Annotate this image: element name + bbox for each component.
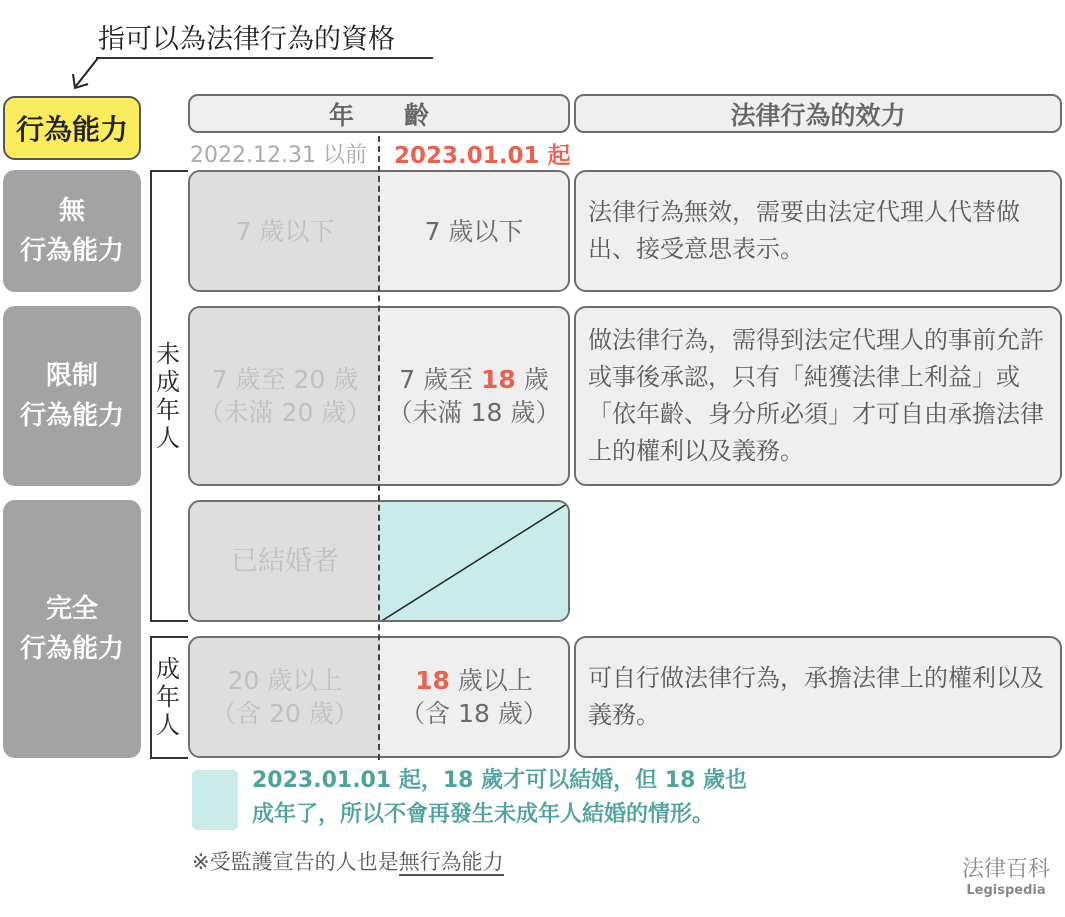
row-limited-new [380, 308, 568, 484]
row-full-new [380, 638, 568, 756]
row-full-new-num: 18 [415, 666, 450, 695]
category-no-capacity-line1: 無 [58, 196, 85, 226]
annotation-text: 指可以為法律行為的資格 [98, 24, 395, 55]
legend-line2: 成年了，所以不會再發生未成年人結婚的情形。 [252, 802, 715, 827]
legend-line1: 2023.01.01 起，18 歲才可以結婚，但 18 歲也 [252, 768, 748, 793]
footnote [192, 846, 504, 876]
row-limited-new-num: 18 [481, 365, 516, 394]
row-limited-new-line2: （未滿 18 歲） [387, 398, 561, 427]
row-full-old [190, 638, 380, 756]
header-age [188, 94, 570, 133]
row-none-new-text: 7 歲以下 [424, 216, 524, 246]
row-full-old-line1: 20 歲以上 [227, 666, 343, 695]
row-married-old-text: 已結婚者 [231, 545, 339, 577]
row-limited-new-pre: 7 歲至 [399, 365, 482, 394]
date-old-label: 2022.12.31 以前 [190, 143, 367, 168]
brand-sub: Legispedia [966, 883, 1046, 898]
row-married-old [190, 502, 380, 620]
group-adult-label [153, 655, 183, 739]
group-adult-char-1: 成 [156, 655, 180, 683]
row-limited-old-line2: （未滿 20 歲） [198, 398, 372, 427]
footnote-underlined: 無行為能力 [398, 850, 504, 874]
header-effect [574, 94, 1062, 133]
capacity-badge-label: 行為能力 [15, 113, 128, 146]
row-full-new-post: 歲以上 [449, 666, 533, 695]
row-full-effect [574, 636, 1062, 758]
category-limited-capacity [3, 306, 141, 486]
legend-text [252, 764, 747, 832]
group-minor-char-3: 年 [156, 396, 180, 424]
group-adult-char-2: 年 [156, 683, 180, 711]
brand-name: 法律百科 [961, 857, 1050, 882]
row-none-old [190, 172, 380, 290]
row-none-effect-text: 法律行為無效，需要由法定代理人代替做出、接受意思表示。 [588, 198, 1020, 263]
annotation-underline [96, 57, 433, 59]
category-full-capacity [3, 500, 141, 758]
row-full-new-line1 [415, 664, 533, 697]
category-full-capacity-line1: 完全 [45, 594, 98, 624]
header-age-label: 年 齡 [328, 100, 429, 130]
brand-logo [952, 852, 1060, 898]
category-full-capacity-line2: 行為能力 [19, 634, 124, 664]
row-limited-effect [574, 306, 1062, 486]
category-no-capacity-line2: 行為能力 [19, 236, 124, 266]
group-minor-char-4: 人 [156, 424, 180, 452]
row-limited-new-line1 [399, 363, 549, 396]
group-minor-char-1: 未 [156, 340, 180, 368]
footnote-prefix: ※受監護宣告的人也是 [192, 850, 399, 874]
category-limited-capacity-line2: 行為能力 [19, 401, 124, 431]
row-limited-old [190, 308, 380, 484]
category-limited-capacity-line1: 限制 [45, 361, 98, 391]
row-none-effect [574, 170, 1062, 292]
row-full-new-line2: （含 18 歲） [400, 699, 548, 728]
annotation-arrow [64, 54, 104, 94]
row-limited-old-line1: 7 歲至 20 歲 [211, 365, 359, 394]
row-none-new [380, 172, 568, 290]
date-divider [378, 136, 380, 760]
group-minor-char-2: 成 [156, 368, 180, 396]
row-none-old-text: 7 歲以下 [235, 216, 335, 246]
row-full-effect-text: 可自行做法律行為，承擔法律上的權利以及義務。 [588, 664, 1044, 729]
row-limited-new-post: 歲 [515, 365, 549, 394]
category-no-capacity [3, 170, 141, 292]
group-minor-label [153, 340, 183, 452]
legend-swatch [192, 770, 238, 830]
header-effect-label: 法律行為的效力 [730, 100, 906, 130]
date-new-label: 2023.01.01 起 [394, 143, 571, 169]
row-full-old-line2: （含 20 歲） [211, 699, 359, 728]
capacity-badge [3, 96, 141, 160]
row-married-diagonal [380, 502, 570, 622]
group-adult-char-3: 人 [156, 711, 180, 739]
row-limited-effect-text: 做法律行為，需得到法定代理人的事前允許或事後承認，只有「純獲法律上利益」或「依年齡、身分所必須」才可自由承擔法律上的權利以及義務。 [588, 326, 1044, 465]
